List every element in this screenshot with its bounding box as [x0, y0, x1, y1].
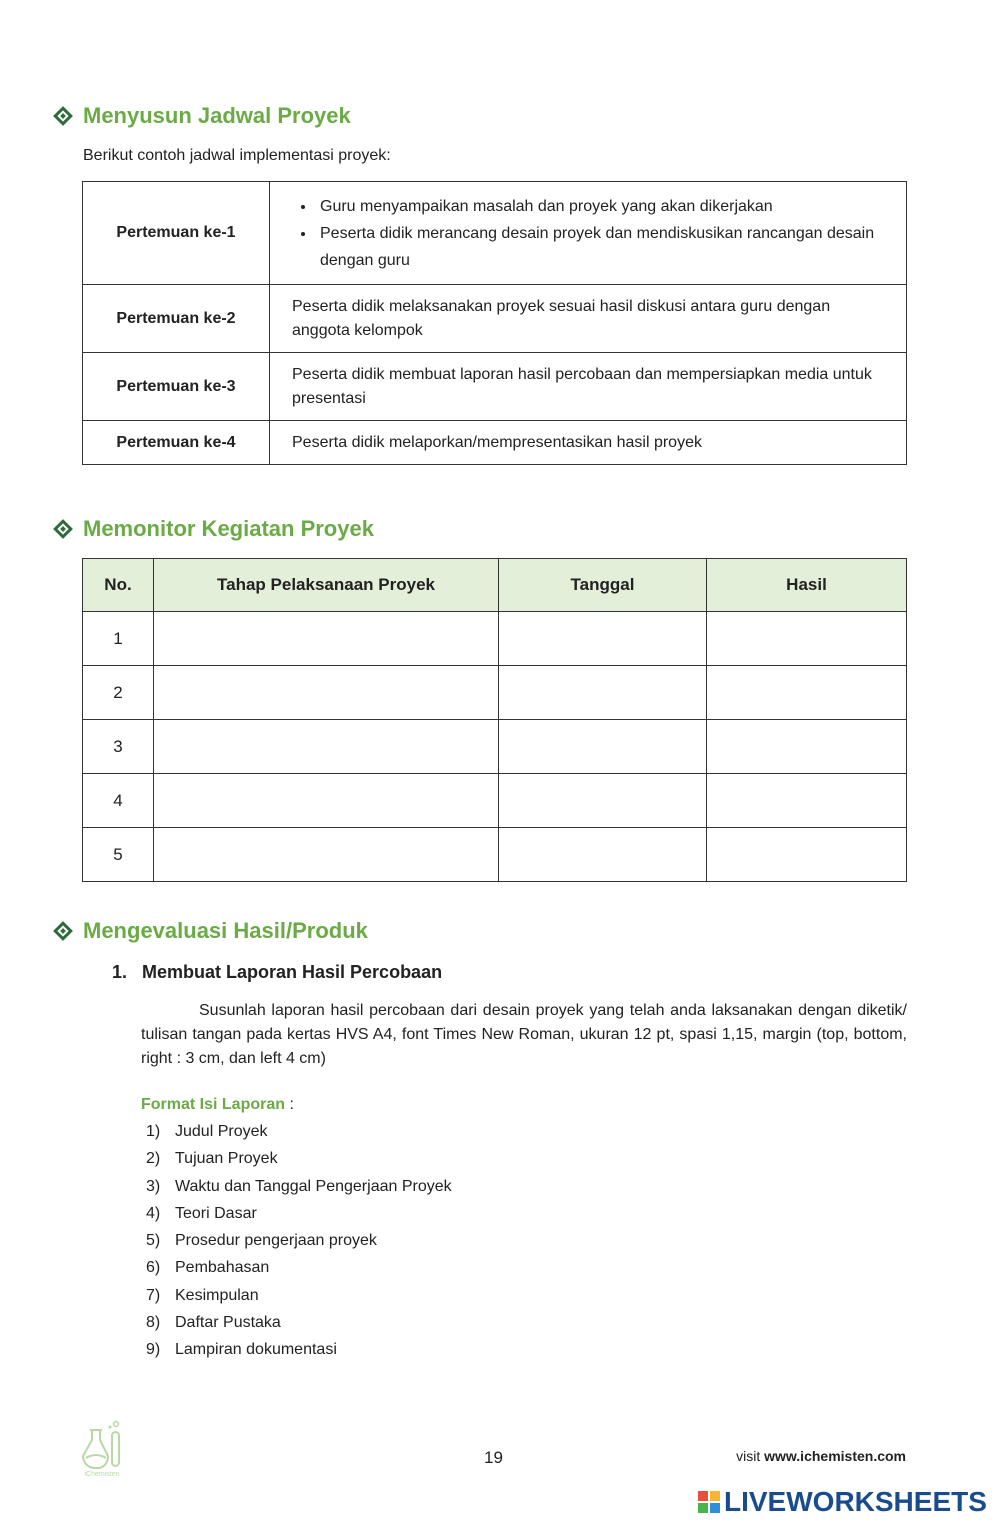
table-row	[83, 182, 907, 285]
item-text: Prosedur pengerjaan proyek	[175, 1232, 377, 1250]
item-number: 3)	[146, 1177, 161, 1195]
list-item	[146, 1200, 452, 1227]
section-heading-jadwal	[52, 103, 351, 129]
meeting-description	[270, 182, 907, 285]
list-item	[146, 1118, 452, 1145]
item-text: Waktu dan Tanggal Pengerjaan Proyek	[175, 1177, 452, 1195]
item-text: Lampiran dokumentasi	[175, 1341, 337, 1359]
section-heading-evaluasi	[52, 918, 368, 944]
brand-name: LIVEWORKSHEETS	[724, 1486, 987, 1517]
table-row	[83, 353, 907, 421]
list-item	[146, 1282, 452, 1309]
tahap-cell[interactable]	[154, 828, 499, 882]
format-colon: :	[285, 1096, 294, 1113]
tahap-cell[interactable]	[154, 666, 499, 720]
table-row	[83, 828, 907, 882]
item-text: Pembahasan	[175, 1259, 270, 1277]
table-header-row	[83, 559, 907, 612]
column-header: Hasil	[707, 559, 907, 612]
table-row	[83, 612, 907, 666]
hasil-cell[interactable]	[707, 666, 907, 720]
item-text: Kesimpulan	[175, 1286, 259, 1304]
item-number: 4)	[146, 1204, 161, 1222]
step-heading	[112, 962, 442, 983]
diamond-bullet-icon	[52, 920, 74, 942]
tanggal-cell[interactable]	[499, 828, 707, 882]
meeting-label: Pertemuan ke-3	[83, 353, 270, 421]
item-number: 6)	[146, 1259, 161, 1277]
table-row	[83, 720, 907, 774]
item-number: 2)	[146, 1150, 161, 1168]
meeting-description: Peserta didik melaporkan/mempresentasikan hasil proyek	[270, 421, 907, 465]
page-number: 19	[484, 1448, 503, 1467]
paragraph-text: Susunlah laporan hasil percobaan dari desain proyek yang telah anda laksanakan dengan diketik/ tulisan tangan pada kertas HVS A4, font Times New Roman, ukuran 12 pt, spasi 1,15, margin (top, bottom, right : 3 cm, dan left 4 cm)	[141, 1002, 907, 1067]
list-item: • Peserta didik merancang desain proyek dan mendiskusikan rancangan desain dengan guru	[316, 220, 890, 274]
item-text: Tujuan Proyek	[175, 1150, 278, 1168]
diamond-bullet-icon	[52, 105, 74, 127]
list-item	[146, 1145, 452, 1172]
column-header: Tahap Pelaksanaan Proyek	[154, 559, 499, 612]
tanggal-cell[interactable]	[499, 666, 707, 720]
tahap-cell[interactable]	[154, 720, 499, 774]
section-title: Mengevaluasi Hasil/Produk	[83, 918, 368, 943]
table-row	[83, 421, 907, 465]
tanggal-cell[interactable]	[499, 774, 707, 828]
meeting-label: Pertemuan ke-2	[83, 285, 270, 353]
instruction-paragraph	[141, 999, 907, 1071]
row-number: 3	[83, 720, 154, 774]
step-title: Membuat Laporan Hasil Percobaan	[142, 962, 443, 982]
section-title: Menyusun Jadwal Proyek	[83, 103, 351, 128]
jadwal-table	[82, 181, 907, 465]
row-number: 5	[83, 828, 154, 882]
hasil-cell[interactable]	[707, 612, 907, 666]
tanggal-cell[interactable]	[499, 612, 707, 666]
item-number: 9)	[146, 1341, 161, 1359]
item-text: Teori Dasar	[175, 1204, 257, 1222]
format-heading	[141, 1096, 294, 1114]
tahap-cell[interactable]	[154, 774, 499, 828]
section-heading-monitor	[52, 516, 374, 542]
visit-prefix: visit	[736, 1448, 765, 1464]
liveworksheets-brand	[698, 1486, 987, 1518]
meeting-label: Pertemuan ke-1	[83, 182, 270, 285]
section-title: Memonitor Kegiatan Proyek	[83, 516, 374, 541]
step-number: 1.	[112, 962, 128, 982]
list-item	[146, 1227, 452, 1254]
list-item	[146, 1336, 452, 1363]
visit-url: www.ichemisten.com	[764, 1448, 906, 1464]
tahap-cell[interactable]	[154, 612, 499, 666]
table-row	[83, 285, 907, 353]
column-header: Tanggal	[499, 559, 707, 612]
column-header: No.	[83, 559, 154, 612]
bullet-list	[292, 193, 890, 274]
diamond-bullet-icon	[52, 518, 74, 540]
hasil-cell[interactable]	[707, 720, 907, 774]
row-number: 4	[83, 774, 154, 828]
monitor-table	[82, 558, 907, 882]
item-text: Judul Proyek	[175, 1123, 268, 1140]
hasil-cell[interactable]	[707, 828, 907, 882]
logo-text: iChemisten	[84, 1471, 120, 1478]
list-item	[146, 1173, 452, 1200]
visit-note	[736, 1448, 906, 1464]
format-label: Format Isi Laporan	[141, 1096, 286, 1113]
item-number: 1)	[146, 1123, 161, 1140]
liveworksheets-logo-icon	[698, 1491, 720, 1513]
item-number: 8)	[146, 1314, 161, 1332]
format-list	[146, 1118, 452, 1364]
list-item	[146, 1309, 452, 1336]
list-item	[146, 1254, 452, 1281]
item-text: Daftar Pustaka	[175, 1314, 281, 1332]
meeting-description: Peserta didik melaksanakan proyek sesuai hasil diskusi antara guru dengan anggota kelompok	[270, 285, 907, 353]
table-row	[83, 774, 907, 828]
table-row	[83, 666, 907, 720]
ichemisten-logo	[76, 1418, 128, 1478]
item-number: 7)	[146, 1286, 161, 1304]
item-number: 5)	[146, 1232, 161, 1250]
meeting-label: Pertemuan ke-4	[83, 421, 270, 465]
meeting-description: Peserta didik membuat laporan hasil percobaan dan mempersiapkan media untuk presentasi	[270, 353, 907, 421]
tanggal-cell[interactable]	[499, 720, 707, 774]
row-number: 2	[83, 666, 154, 720]
row-number: 1	[83, 612, 154, 666]
list-item: • Guru menyampaikan masalah dan proyek yang akan dikerjakan	[316, 193, 890, 220]
hasil-cell[interactable]	[707, 774, 907, 828]
jadwal-intro: Berikut contoh jadwal implementasi proyek:	[83, 147, 391, 164]
